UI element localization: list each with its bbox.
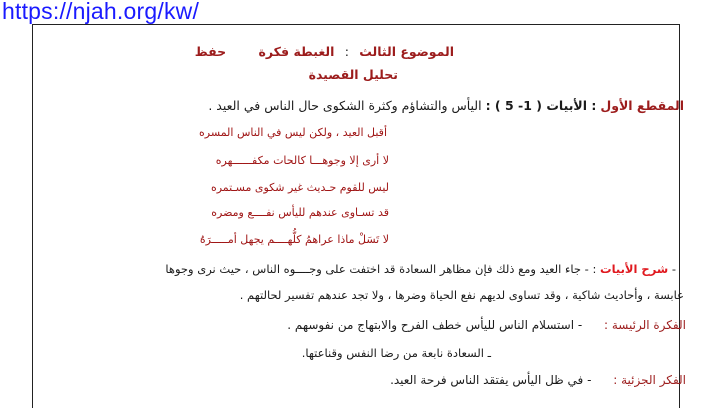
section-label: المقطع الأول <box>600 98 684 113</box>
topic-title <box>189 44 454 59</box>
main-idea-text: - استسلام الناس لليأس خطف الفرح والابتهاج من نفوسهم . <box>287 318 583 332</box>
topic-separator: : <box>344 44 349 59</box>
partial-ideas <box>390 373 686 387</box>
explanation-label: شرح الأبيات <box>600 262 669 276</box>
verse-5: لا تَسَلْ ماذا عراهمُ كلُّهــــم يجهل أمـــــرَهُ <box>199 233 389 246</box>
section-heading <box>208 98 684 113</box>
explanation-line-2: عابسة ، وأحاديث شاكية ، وقد تساوى لديهم نفع الحياة وضرها ، ولا تجد عندهم تفسير لحالتهم . <box>239 288 684 302</box>
main-idea-label: الفكرة الرئيسة : <box>604 318 686 332</box>
partial-ideas-text: - في ظل اليأس يفتقد الناس فرحة العيد. <box>390 373 592 387</box>
memorize-label: حفظ <box>194 44 227 59</box>
section-summary: اليأس والتشاؤم وكثرة الشكوى حال الناس في العيد . <box>208 98 482 113</box>
topic-label: الموضوع الثالث <box>359 44 454 59</box>
source-url[interactable]: https://njah.org/kw/ <box>2 0 200 24</box>
topic-name: الغبطة فكرة <box>258 44 335 59</box>
main-idea-sub: ـ السعادة نابعة من رضا النفس وقناعتها. <box>301 346 491 360</box>
explanation-prefix: - <box>671 262 676 276</box>
partial-ideas-label: الفكر الجزئية : <box>613 373 686 387</box>
explanation-text-1: : - جاء العيد ومع ذلك فإن مظاهر السعادة قد اختفت على وجــــوه الناس ، حيث نرى وجوها <box>165 262 597 276</box>
verse-1: أقبل العيد ، ولكن ليس في الناس المسره <box>199 126 387 139</box>
verse-4: قد تسـاوى عندهم لليأس نفــــع ومضره <box>211 206 389 219</box>
verse-2: لا أرى إلا وجوهـــا كالحات مكفــــــهره <box>215 154 389 167</box>
verse-3: ليس للقوم حـديث غير شكوى مسـتمره <box>210 181 389 194</box>
main-idea <box>287 318 686 332</box>
subtitle: تحليل القصيدة <box>308 67 398 82</box>
explanation-line-1 <box>165 262 676 276</box>
section-range: : الأبيات ( 1- 5 ) : <box>485 98 597 113</box>
